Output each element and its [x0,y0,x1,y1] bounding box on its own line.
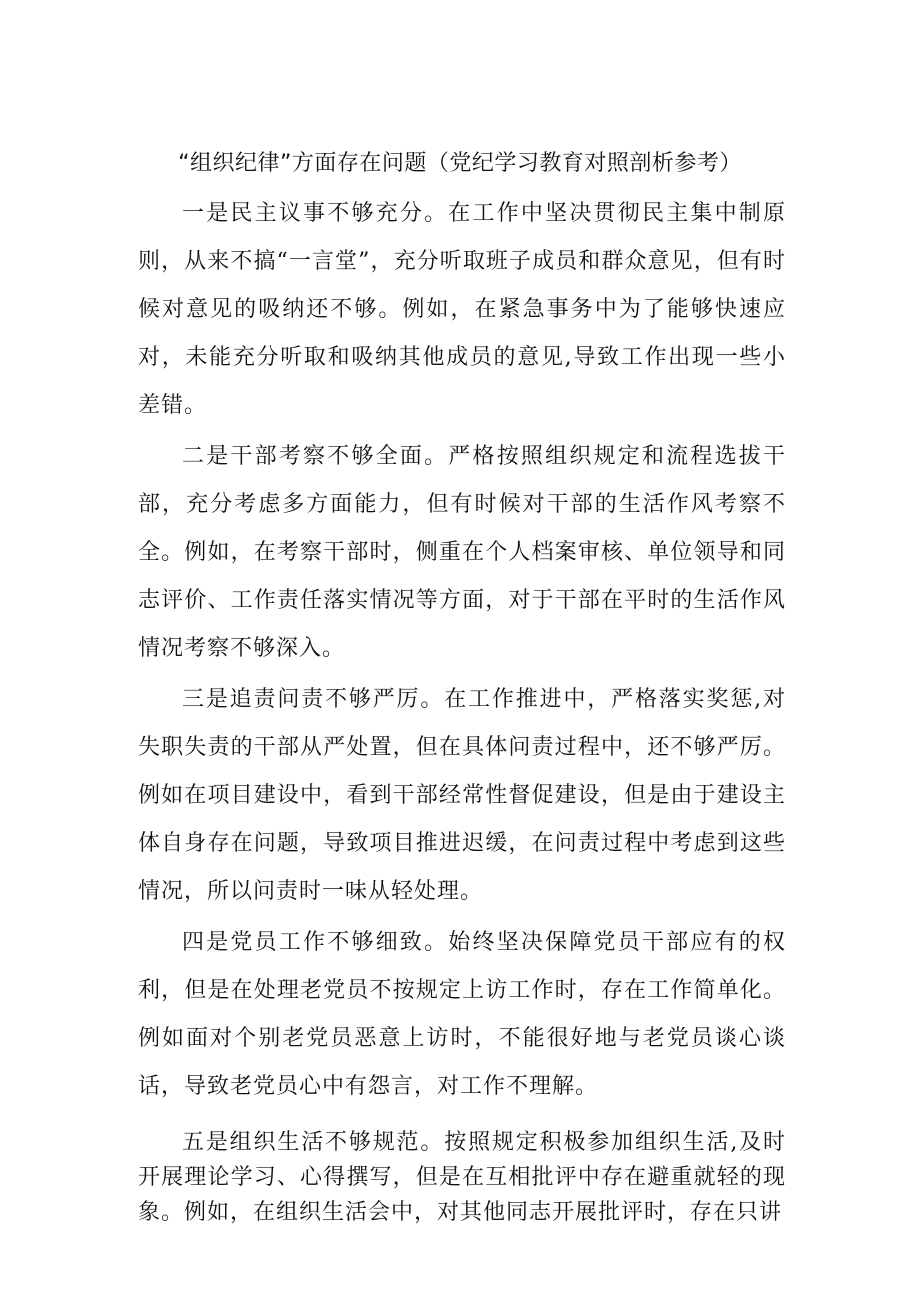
paragraph-1: 一是民主议事不够充分。在工作中坚决贯彻民主集中制原则，从来不搞“一言堂”，充分听取班子成员和群众意见，但有时候对意见的吸纳还不够。例如，在紧急事务中为了能够快速应对，未能充分听取和吸纳其他成员的意见,导致工作出现一些小差错。 [138,201,786,418]
document-body [138,190,786,1233]
paragraph-3: 三是追责问责不够严厉。在工作推进中，严格落实奖惩,对失职失责的干部从严处置，但在具体问责过程中，还不够严厉。例如在项目建设中，看到干部经常性督促建设，但是由于建设主体自身存在问题，导致项目推进迟缓，在问责过程中考虑到这些情况，所以问责时一味从轻处理。 [138,687,786,904]
document-title: “组织纪律”方面存在问题（党纪学习教育对照剖析参考） [178,151,742,176]
paragraph-2: 二是干部考察不够全面。严格按照组织规定和流程选拔干部，充分考虑多方面能力，但有时候对干部的生活作风考察不全。例如，在考察干部时，侧重在个人档案审核、单位领导和同志评价、工作责任落实情况等方面，对于干部在平时的生活作风情况考察不够深入。 [138,444,786,661]
paragraph-4: 四是党员工作不够细致。始终坚决保障党员干部应有的权利，但是在处理老党员不按规定上访工作时，存在工作简单化。例如面对个别老党员恶意上访时，不能很好地与老党员谈心谈话，导致老党员心中有怨言，对工作不理解。 [138,930,786,1099]
paragraph-5: 五是组织生活不够规范。按照规定积极参加组织生活,及时开展理论学习、心得撰写，但是在互相批评中存在避重就轻的现象。例如，在组织生活会中，对其他同志开展批评时，存在只讲 [138,1130,786,1225]
